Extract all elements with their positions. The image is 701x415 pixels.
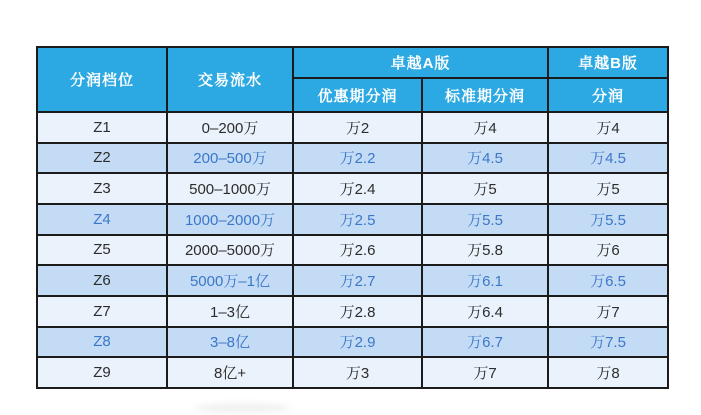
b-share-cell: 万4 bbox=[548, 112, 668, 143]
standard-share-cell: 万5.5 bbox=[422, 204, 548, 235]
b-share-cell: 万5 bbox=[548, 173, 668, 204]
standard-share-cell: 万5.8 bbox=[422, 235, 548, 266]
volume-cell: 1000–2000万 bbox=[167, 204, 293, 235]
promo-share-cell: 万2.6 bbox=[293, 235, 422, 266]
commission-rate-table bbox=[36, 46, 669, 389]
header-group-version-b: 卓越B版 bbox=[548, 47, 668, 78]
b-share-cell: 万4.5 bbox=[548, 143, 668, 174]
promo-share-cell: 万2.9 bbox=[293, 327, 422, 358]
b-share-cell: 万7 bbox=[548, 296, 668, 327]
volume-cell: 5000万–1亿 bbox=[167, 265, 293, 296]
tier-cell: Z9 bbox=[37, 357, 167, 388]
table-row-z1 bbox=[37, 112, 668, 143]
promo-share-cell: 万2.5 bbox=[293, 204, 422, 235]
promo-share-cell: 万2 bbox=[293, 112, 422, 143]
b-share-cell: 万5.5 bbox=[548, 204, 668, 235]
table-body bbox=[37, 112, 668, 388]
promo-share-cell: 万3 bbox=[293, 357, 422, 388]
tier-cell: Z4 bbox=[37, 204, 167, 235]
standard-share-cell: 万5 bbox=[422, 173, 548, 204]
table-row-z6 bbox=[37, 265, 668, 296]
header-group-version-a: 卓越A版 bbox=[293, 47, 548, 78]
b-share-cell: 万7.5 bbox=[548, 327, 668, 358]
volume-cell: 1–3亿 bbox=[167, 296, 293, 327]
standard-share-cell: 万4.5 bbox=[422, 143, 548, 174]
header-tier: 分润档位 bbox=[37, 47, 167, 112]
volume-cell: 200–500万 bbox=[167, 143, 293, 174]
table-row-z5 bbox=[37, 235, 668, 266]
standard-share-cell: 万6.7 bbox=[422, 327, 548, 358]
volume-cell: 500–1000万 bbox=[167, 173, 293, 204]
promo-share-cell: 万2.7 bbox=[293, 265, 422, 296]
table-row-z7 bbox=[37, 296, 668, 327]
b-share-cell: 万6 bbox=[548, 235, 668, 266]
promo-share-cell: 万2.8 bbox=[293, 296, 422, 327]
tier-cell: Z3 bbox=[37, 173, 167, 204]
volume-cell: 2000–5000万 bbox=[167, 235, 293, 266]
b-share-cell: 万8 bbox=[548, 357, 668, 388]
volume-cell: 3–8亿 bbox=[167, 327, 293, 358]
tier-cell: Z5 bbox=[37, 235, 167, 266]
header-b-share: 分润 bbox=[548, 78, 668, 112]
promo-share-cell: 万2.2 bbox=[293, 143, 422, 174]
table-header bbox=[37, 47, 668, 112]
standard-share-cell: 万6.4 bbox=[422, 296, 548, 327]
watermark-smudge bbox=[195, 403, 290, 413]
standard-share-cell: 万6.1 bbox=[422, 265, 548, 296]
tier-cell: Z8 bbox=[37, 327, 167, 358]
volume-cell: 8亿+ bbox=[167, 357, 293, 388]
header-volume: 交易流水 bbox=[167, 47, 293, 112]
tier-cell: Z7 bbox=[37, 296, 167, 327]
promo-share-cell: 万2.4 bbox=[293, 173, 422, 204]
b-share-cell: 万6.5 bbox=[548, 265, 668, 296]
standard-share-cell: 万4 bbox=[422, 112, 548, 143]
header-promo-share: 优惠期分润 bbox=[293, 78, 422, 112]
table-row-z3 bbox=[37, 173, 668, 204]
table-row-z2 bbox=[37, 143, 668, 174]
header-standard-share: 标准期分润 bbox=[422, 78, 548, 112]
volume-cell: 0–200万 bbox=[167, 112, 293, 143]
table-row-z9 bbox=[37, 357, 668, 388]
standard-share-cell: 万7 bbox=[422, 357, 548, 388]
tier-cell: Z1 bbox=[37, 112, 167, 143]
table-row-z4 bbox=[37, 204, 668, 235]
table-row-z8 bbox=[37, 327, 668, 358]
header-group-row bbox=[37, 47, 668, 78]
tier-cell: Z6 bbox=[37, 265, 167, 296]
tier-cell: Z2 bbox=[37, 143, 167, 174]
